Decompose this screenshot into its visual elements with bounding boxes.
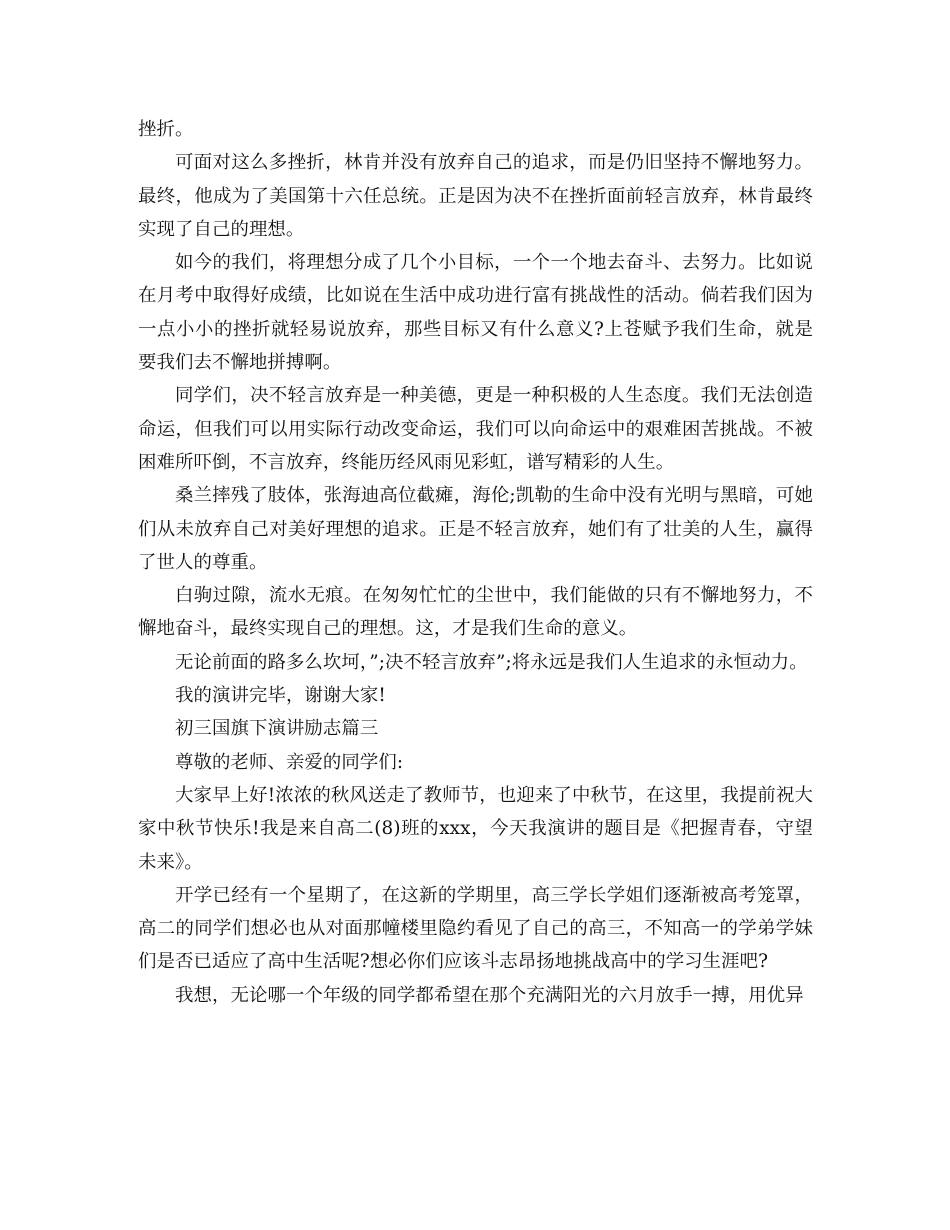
- paragraph: 我想，无论哪一个年级的同学都希望在那个充满阳光的六月放手一搏，用优异: [175, 984, 804, 1006]
- paragraph: 如今的我们，将理想分成了几个小目标，一个一个地去奋斗、去努力。比如说在月考中取得好成绩，比如说在生活中成功进行富有挑战性的活动。倘若我们因为一点小小的挫折就轻易说放弃，那些目标又有什么意义?上苍赋予我们生命，就是要我们去不懈地拼搏啊。: [138, 252, 813, 374]
- document-body: [138, 113, 813, 1012]
- paragraph: 可面对这么多挫折，林肯并没有放弃自己的追求，而是仍旧坚持不懈地努力。最终，他成为了美国第十六任总统。正是因为决不在挫折面前轻言放弃，林肯最终实现了自己的理想。: [138, 152, 813, 240]
- paragraph: 同学们，决不轻言放弃是一种美德，更是一种积极的人生态度。我们无法创造命运，但我们可以用实际行动改变命运，我们可以向命运中的艰难困苦挑战。不被困难所吓倒，不言放弃，终能历经风雨见彩虹，谱写精彩的人生。: [138, 385, 813, 473]
- paragraph: 白驹过隙，流水无痕。在匆匆忙忙的尘世中，我们能做的只有不懈地努力，不懈地奋斗，最终实现自己的理想。这，才是我们生命的意义。: [138, 585, 813, 640]
- paragraph: 挫折。: [138, 119, 194, 140]
- paragraph: 大家早上好!浓浓的秋风送走了教师节，也迎来了中秋节，在这里，我提前祝大家中秋节快乐!我是来自高二(8)班的xxx，今天我演讲的题目是《把握青春，守望未来》。: [138, 784, 813, 873]
- section-title: 初三国旗下演讲励志篇三: [175, 718, 379, 740]
- closing-line: 我的演讲完毕，谢谢大家!: [175, 685, 386, 707]
- paragraph: 无论前面的路多么坎坷，”;决不轻言放弃”;将永远是我们人生追求的永恒动力。: [175, 651, 808, 673]
- paragraph: 桑兰摔残了肢体，张海迪高位截瘫，海伦;凯勒的生命中没有光明与黑暗，可她们从未放弃自己对美好理想的追求。正是不轻言放弃，她们有了壮美的人生，赢得了世人的尊重。: [138, 485, 813, 573]
- paragraph: 开学已经有一个星期了，在这新的学期里，高三学长学姐们逐渐被高考笼罩，高二的同学们想必也从对面那幢楼里隐约看见了自己的高三，不知高一的学弟学妹们是否已适应了高中生活呢?想必你们应该斗志昂扬地挑战高中的学习生涯吧?: [138, 884, 813, 973]
- salutation: 尊敬的老师、亲爱的同学们:: [175, 751, 404, 773]
